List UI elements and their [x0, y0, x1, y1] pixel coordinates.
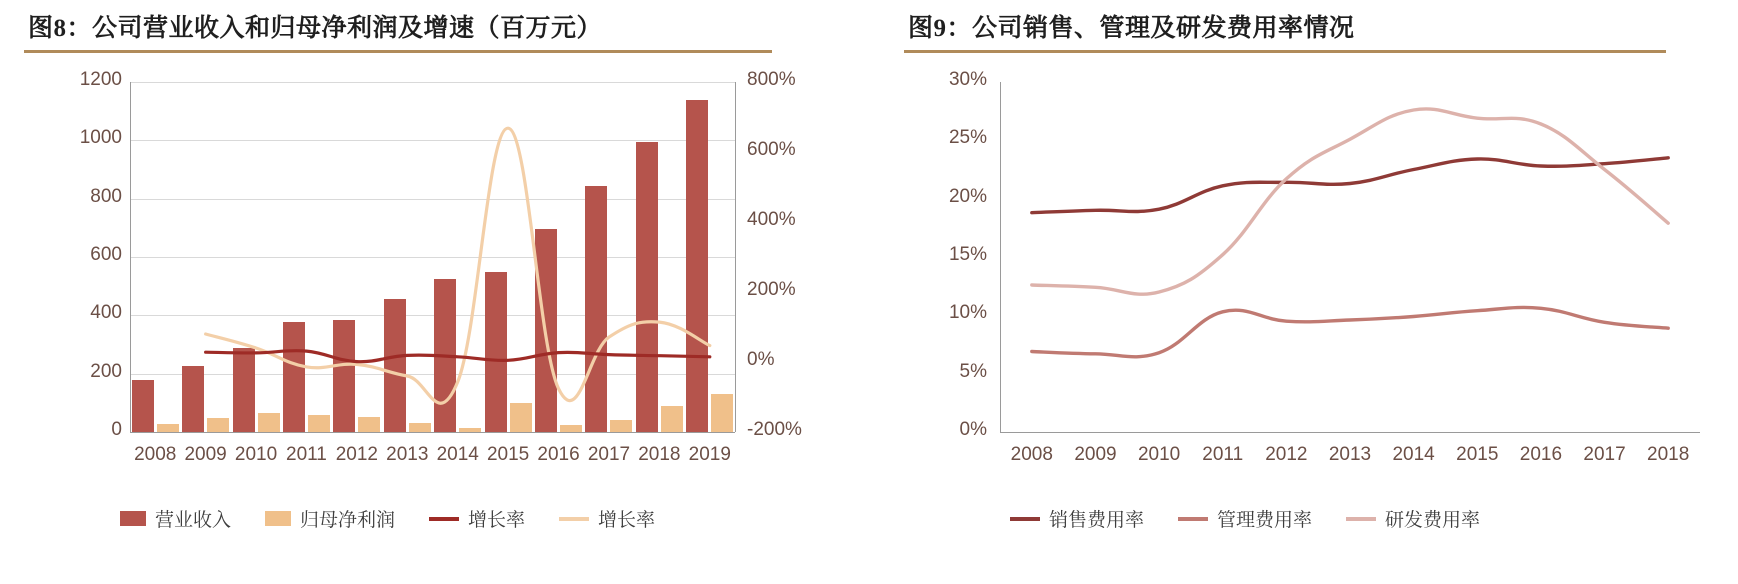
x-axis-tick-label: 2015	[1456, 444, 1499, 465]
legend-label: 营业收入	[155, 509, 232, 531]
legend-label: 增长率	[598, 509, 656, 531]
figure-9-panel	[880, 0, 1738, 584]
figure-9-plot	[880, 60, 1738, 490]
x-axis-tick-label: 2013	[1328, 444, 1372, 465]
y-axis-left-tick-label: 400	[90, 302, 122, 324]
y-axis-left-tick-label: 600	[90, 244, 122, 265]
legend-line-swatch	[559, 517, 589, 521]
y-axis-left-tick-label: 200	[90, 360, 122, 382]
figure-8-title: 图8：公司营业收入和归母净利润及增速（百万元）	[28, 15, 603, 42]
y-axis-left-tick-label: 800	[90, 185, 122, 207]
figure-8-line-overlay	[0, 60, 880, 490]
x-axis-tick-label: 2014	[436, 444, 479, 465]
figure-9-legend	[1010, 505, 1514, 532]
y-axis-left-tick-label: 1200	[79, 69, 122, 90]
legend-item	[1010, 505, 1144, 532]
legend-item	[559, 505, 655, 532]
growth-rate-line	[206, 128, 710, 403]
y-axis-tick-label: 20%	[948, 185, 987, 207]
x-axis-tick-label: 2019	[688, 444, 731, 465]
y-axis-left-tick-label: 0	[111, 419, 122, 440]
figure-9-line-overlay	[880, 60, 1738, 490]
y-axis-right-tick-label: -200%	[747, 419, 802, 440]
x-axis-tick-label: 2010	[1137, 444, 1181, 465]
legend-item	[429, 505, 525, 532]
figure-9-title: 图9：公司销售、管理及研发费用率情况	[908, 15, 1355, 42]
x-axis-tick-label: 2012	[335, 444, 379, 465]
y-axis-tick-label: 30%	[948, 69, 987, 90]
legend-line-swatch	[1010, 517, 1040, 521]
x-axis-tick-label: 2008	[134, 444, 177, 465]
y-axis-tick-label: 25%	[948, 127, 987, 149]
y-axis-right-tick-label: 800%	[747, 69, 796, 90]
y-axis-right-tick-label: 400%	[747, 209, 796, 230]
expense-ratio-line	[1032, 307, 1668, 356]
legend-line-swatch	[429, 517, 459, 521]
y-axis-right-tick-label: 0%	[747, 349, 775, 370]
y-axis-tick-label: 5%	[959, 360, 987, 382]
legend-item	[1346, 505, 1480, 532]
legend-label: 归母净利润	[300, 509, 396, 531]
x-axis-tick-label: 2017	[587, 444, 631, 465]
legend-label: 销售费用率	[1049, 509, 1145, 531]
x-axis-tick-label: 2015	[486, 444, 530, 465]
x-axis-tick-label: 2013	[386, 444, 429, 465]
x-axis-tick-label: 2010	[234, 444, 278, 465]
legend-line-swatch	[1178, 517, 1208, 521]
legend-item	[1178, 505, 1312, 532]
expense-ratio-line	[1032, 158, 1668, 213]
y-axis-tick-label: 0%	[959, 419, 987, 440]
x-axis-tick-label: 2018	[1647, 444, 1690, 465]
legend-swatch	[265, 511, 291, 526]
legend-label: 研发费用率	[1385, 509, 1481, 531]
x-axis-tick-label: 2014	[1392, 444, 1435, 465]
x-axis-tick-label: 2009	[1074, 444, 1117, 465]
y-axis-tick-label: 15%	[948, 244, 987, 265]
y-axis-left-tick-label: 1000	[79, 127, 122, 149]
x-axis-tick-label: 2012	[1265, 444, 1308, 465]
legend-item	[265, 505, 395, 532]
legend-label: 管理费用率	[1217, 509, 1313, 531]
y-axis-tick-label: 10%	[948, 302, 987, 324]
figure-8-title-rule	[24, 50, 772, 53]
x-axis-tick-label: 2009	[184, 444, 227, 465]
figure-9-title-rule	[904, 50, 1666, 53]
x-axis-tick-label: 2008	[1010, 444, 1053, 465]
figure-8-plot	[0, 60, 880, 490]
y-axis-right-tick-label: 600%	[747, 139, 796, 160]
x-axis-tick-label: 2017	[1583, 444, 1626, 465]
x-axis-tick-label: 2018	[638, 444, 681, 465]
x-axis-tick-label: 2016	[1519, 444, 1563, 465]
x-axis-tick-label: 2016	[537, 444, 580, 465]
y-axis-right-tick-label: 200%	[747, 279, 796, 300]
figure-8-legend	[120, 505, 689, 532]
expense-ratio-line	[1032, 109, 1668, 294]
legend-item	[120, 505, 231, 532]
legend-line-swatch	[1346, 517, 1376, 521]
legend-swatch	[120, 511, 146, 526]
x-axis-tick-label: 2011	[1202, 444, 1244, 465]
legend-label: 增长率	[468, 509, 526, 531]
x-axis-tick-label: 2011	[286, 444, 327, 465]
